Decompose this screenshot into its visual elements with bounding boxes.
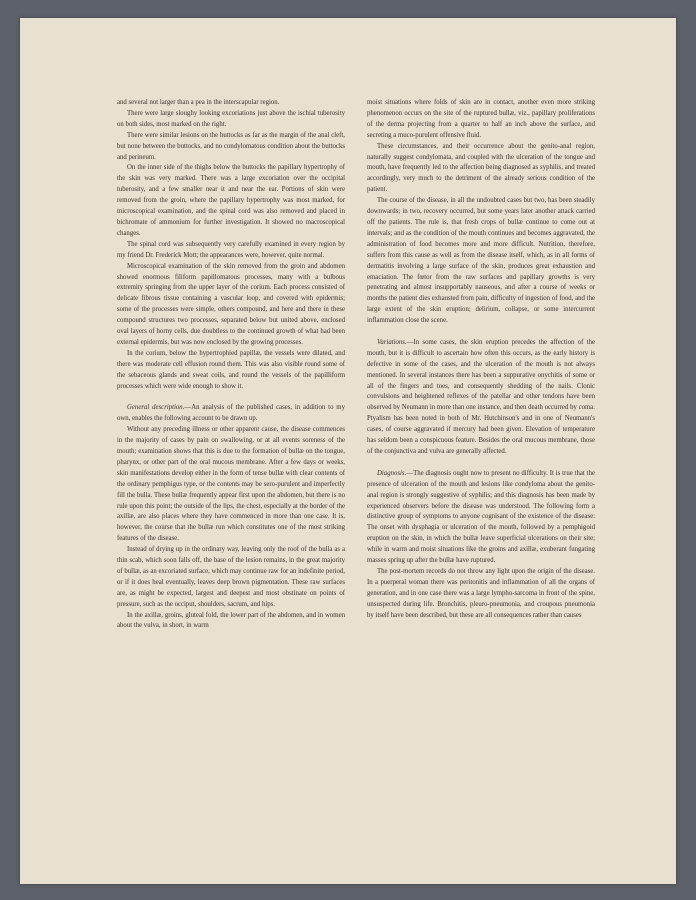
paragraph: In the axillæ, groins, gluteal fold, the lower part of the abdomen, and in women about the vulva, in short, in warm <box>117 611 345 630</box>
paragraph: moist situations where folds of skin are in contact, another even more striking phenomenon occurs on the site of the ruptured bullæ, viz., papillary proliferations of the derma projecting from a quarter to half an inch above the surface, and secreting a muco-purulent offensive fluid. <box>367 99 595 139</box>
paragraph: The course of the disease, in all the undoubted cases but two, has been steadily downwards; in two, recovery occurred, but some years later another attack carried off the patients. The rule is, that fresh crops of bullæ continue to come out at intervals; and as the condition of the mouth continues and becomes aggravated, the administration of food becomes more and more difficult. Nutrition, therefore, suffers from this cause as well as from the disease itself, which, as in all forms of dermatitis involving a large surface of the skin, produces great exhaustion and emaciation. The fœtor from the raw surfaces and papillary growths is very penetrating and almost insupportably nauseous, and after a course of weeks or months the patient dies exhausted from pain, difficulty of ingestion of food, and the large extent of the skin eruption; delirium, collapse, or some intercurrent inflammation close the scene. <box>367 197 595 325</box>
paragraph: The post-mortem records do not throw any light upon the origin of the disease. In a puerperal woman there was peritonitis and inflammation of all the organs of generation, and in one case there was a large lympho-sarcoma in front of the spine, unsuspected during life. Bronchitis, pleuro-pneumonia, and croupous pneumonia by itself have been described, but these are all consequences rather than causes <box>367 567 595 619</box>
diagnosis-paragraph <box>367 469 595 567</box>
paragraph: Without any preceding illness or other apparent cause, the disease commences in the majority of cases by pain on swallowing, or at all events soreness of the mouth; examination shows that this is due to the formation of bullæ on the tongue, pharynx, or other part of the oral mucous membrane. After a few days or weeks, skin manifestations develop either in the form of tense bullæ with clear contents of the ordinary pemphigus type, or the contents may be sero-purulent and imperfectly fill the bulla. These bullæ frequently appear first upon the abdomen, but there is no rule upon this point; the outside of the lips, the chest, especially at the border of the axillæ, are also places where they have commenced in more than one case. It is, however, the course that the bullæ run which constitutes one of the most striking features of the disease. <box>117 426 345 543</box>
paragraph: There were large sloughy looking excoriations just above the ischial tuberosity on both sides, most marked on the right. <box>117 109 345 128</box>
paragraph: On the inner side of the thighs below the buttocks the papillary hypertrophy of the skin was very marked. There was a large excoriation over the occipital tuberosity, and a few smaller near it and near the ear. Portions of skin were removed from the groin, where the papillary hypertrophy was most marked, for microscopical examination, and the spinal cord was also removed and placed in bichromate of ammonium for further investigation. It showed no macroscopical changes. <box>117 164 345 237</box>
paragraph: Instead of drying up in the ordinary way, leaving only the roof of the bulla as a thin scab, which soon falls off, the base of the lesion remains, in the great majority of bullæ, as an excoriated surface, which may continue raw for an indefinite period, or if it does heal eventually, leaves deep brown pigmentation. These raw surfaces are, as might be expected, largest and deepest and most obstinate on points of pressure, such as the occiput, shoulders, sacrum, and hips. <box>117 546 345 608</box>
section-heading: General description. <box>127 404 185 412</box>
paragraph: There were similar lesions on the buttocks as far as the margin of the anal cleft, but none between the buttocks, and no condylomatous condition about the buttocks and perineum. <box>117 131 345 161</box>
paragraph: and several not larger than a pea in the interscapular region. <box>117 99 280 106</box>
page-sheet <box>20 18 676 884</box>
section-heading: Diagnosis. <box>377 469 407 477</box>
general-description-paragraph <box>117 403 345 425</box>
paragraph: The spinal cord was subsequently very carefully examined in every region by my friend Dr. Frederick Mott; the appearances were, however, quite normal. <box>117 240 345 259</box>
left-column <box>117 98 345 632</box>
right-column <box>367 98 595 621</box>
paragraph: These circumstances, and their occurrence about the genito-anal region, naturally suggest condylomata, and coupled with the ulceration of the tongue and mouth, have frequently led to the affection being diagnosed as syphilis, and treated accordingly, very much to the detriment of the already serious condition of the patient. <box>367 142 595 194</box>
paragraph: Microscopical examination of the skin removed from the groin and abdomen showed enormous filiform papillomatous processes, many with a bulbous extremity springing from the upper layer of the corium. Each process consisted of delicate fibrous tissue containing a vascular loop, and covered with epidermis; some of the processes were simple, others compound, and here and there in these compound structures two processes, separated below but united above, enclosed oval layers of horny cells, due doubtless to the continued growth of what had been external epidermis, but was now enclosed by the growing processes. <box>117 262 345 346</box>
paragraph-text: —In some cases, the skin eruption precedes the affection of the mouth, but it is difficult to ascertain how often this occurs, as the early history is defective in some of the cases, and the ulceration of the mouth is not always mentioned. In several instances there has been a suppurative onychitis of some or all of the fingers and toes, and consequently shedding of the nails. Clonic convulsions and heightened reflexes of the patellar and other tendons have been observed by Neumann in more than one instance, and then death occurred by coma. Ptyalism has been noted in both of Mr. Hutchinson's and in one of Neumann's cases, of course aggravated if mercury had been given. Elevation of temperature has seldom been a conspicuous feature. Besides the oral mucous membrane, those of the conjunctiva and vulva are generally affected. <box>367 338 595 455</box>
paragraph-text: —The diagnosis ought now to present no difficulty. It is true that the presence of ulceration of the mouth and lesions like condyloma about the genito-anal region is strongly suggestive of syphilis; and this diagnosis has been made by experienced observers before the disease was understood. The following form a distinctive group of symptoms to anyone cognisant of the existence of the disease: The onset with dysphagia or ulceration of the mouth, followed by a pemphigoid eruption on the skin, in which the bullæ leave superficial ulcerations on their site; while in warm and moist situations like the groins and axillæ, exuberant fungating masses spring up after the bullæ have ruptured. <box>367 469 595 565</box>
variations-paragraph <box>367 338 595 458</box>
section-heading: Variations. <box>377 338 407 346</box>
paragraph: In the corium, below the hypertrophied papillæ, the vessels were dilated, and there was moderate cell effusion round them. This was also visible round some of the sebaceous glands and sweat coils, and round the vessels of the papilliform processes which were wide enough to show it. <box>117 349 345 390</box>
paragraph-text: —An analysis of the published cases, in addition to my own, enables the following account to be drawn up. <box>117 404 345 423</box>
